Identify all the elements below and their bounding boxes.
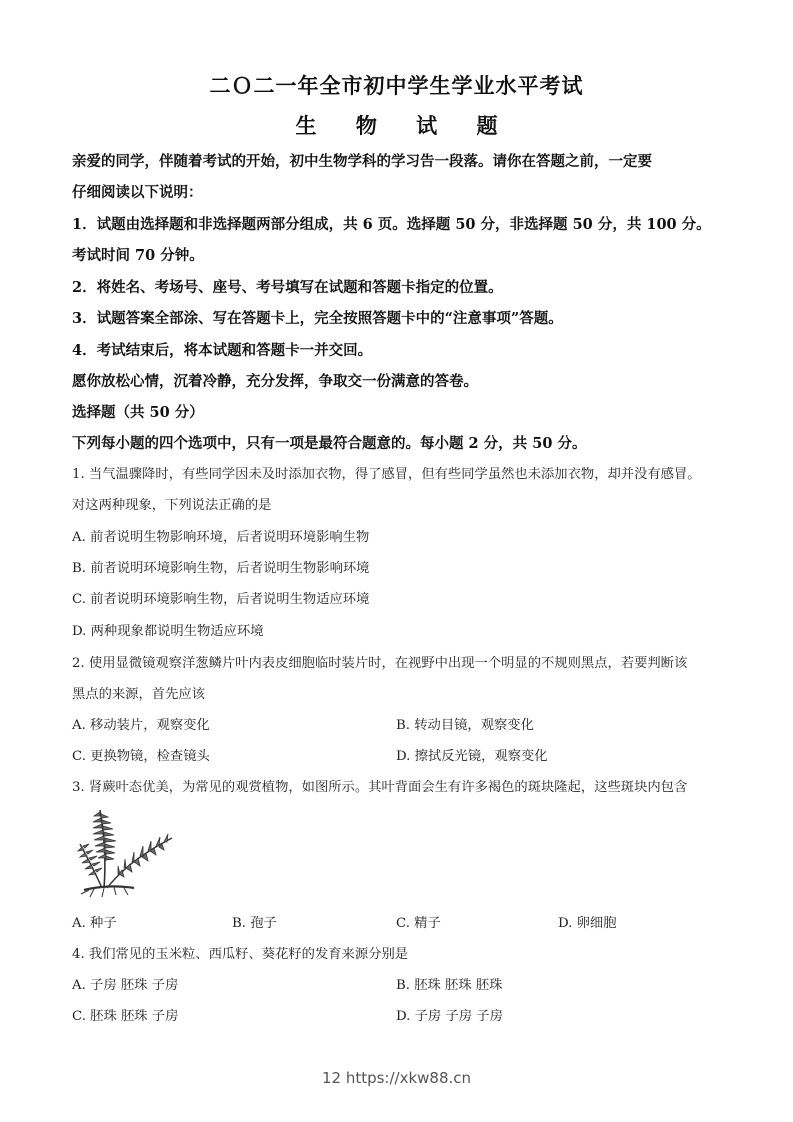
section-note: 下列每小题的四个选项中，只有一项是最符合题意的。每小题 2 分，共 50 分。: [72, 435, 587, 452]
question-stem-cont: 黑点的来源，首先应该: [72, 687, 205, 702]
instruction-2: 2．将姓名、考场号、座号、考号填写在试题和答题卡指定的位置。: [72, 279, 503, 296]
question-stem: 3. 肾蕨叶态优美，为常见的观赏植物，如图所示。其叶背面会生有许多褐色的斑块隆起，这些斑块内包含: [72, 780, 688, 795]
instruction-1: 1．试题由选择题和非选择题两部分组成，共 6 页。选择题 50 分，非选择题 50 分，共 100 分。: [72, 216, 711, 233]
option-c: C. 更换物镜，检查镜头: [72, 749, 210, 764]
option-d: D. 擦拭反光镜，观察变化: [396, 749, 548, 764]
option-b: B. 转动目镜，观察变化: [396, 718, 534, 733]
intro-line-1: 亲爱的同学，伴随着考试的开始，初中生物学科的学习告一段落。请你在答题之前，一定要: [72, 153, 652, 170]
option-d: D. 子房 子房 子房: [396, 1009, 503, 1024]
exam-title: 二Ｏ二一年全市初中学生学业水平考试: [209, 73, 584, 98]
option-a: A. 种子: [72, 916, 117, 931]
question-stem: 1. 当气温骤降时，有些同学因未及时添加衣物，得了感冒，但有些同学虽然也未添加衣物，却并没有感冒。: [72, 467, 701, 482]
option-b: B. 胚珠 胚珠 胚珠: [396, 978, 503, 993]
page-footer: 12 https://xkw88.cn: [321, 1069, 472, 1087]
option-b: B. 孢子: [232, 916, 277, 931]
option-a: A. 前者说明生物影响环境，后者说明环境影响生物: [72, 530, 370, 545]
option-c: C. 精子: [396, 916, 441, 931]
option-c: C. 胚珠 胚珠 子房: [72, 1009, 179, 1024]
question-stem: 2. 使用显微镜观察洋葱鳞片叶内表皮细胞临时装片时，在视野中出现一个明显的不规则黑点，若要判断该: [72, 656, 688, 671]
instruction-4: 4．考试结束后，将本试题和答题卡一并交回。: [72, 342, 373, 359]
option-c: C. 前者说明环境影响生物，后者说明生物适应环境: [72, 592, 370, 607]
fern-illustration: [74, 800, 178, 900]
instruction-3: 3．试题答案全部涂、写在答题卡上，完全按照答题卡中的“注意事项”答题。: [72, 310, 563, 327]
section-heading: 选择题（共 50 分）: [72, 404, 204, 421]
intro-line-2: 仔细阅读以下说明：: [72, 184, 203, 201]
question-stem-cont: 对这两种现象，下列说法正确的是: [72, 498, 272, 513]
option-d: D. 卵细胞: [558, 916, 617, 931]
option-a: A. 子房 胚珠 子房: [72, 978, 179, 993]
question-stem: 4. 我们常见的玉米粒、西瓜籽、葵花籽的发育来源分别是: [72, 947, 409, 962]
instruction-1-cont: 考试时间 70 分钟。: [72, 247, 204, 264]
wish-text: 愿你放松心情，沉着冷静，充分发挥，争取交一份满意的答卷。: [72, 373, 478, 390]
option-a: A. 移动装片，观察变化: [72, 718, 210, 733]
option-b: B. 前者说明环境影响生物，后者说明生物影响环境: [72, 561, 370, 576]
option-d: D. 两种现象都说明生物适应环境: [72, 624, 264, 639]
exam-subtitle: 生 物 试 题: [295, 113, 514, 138]
